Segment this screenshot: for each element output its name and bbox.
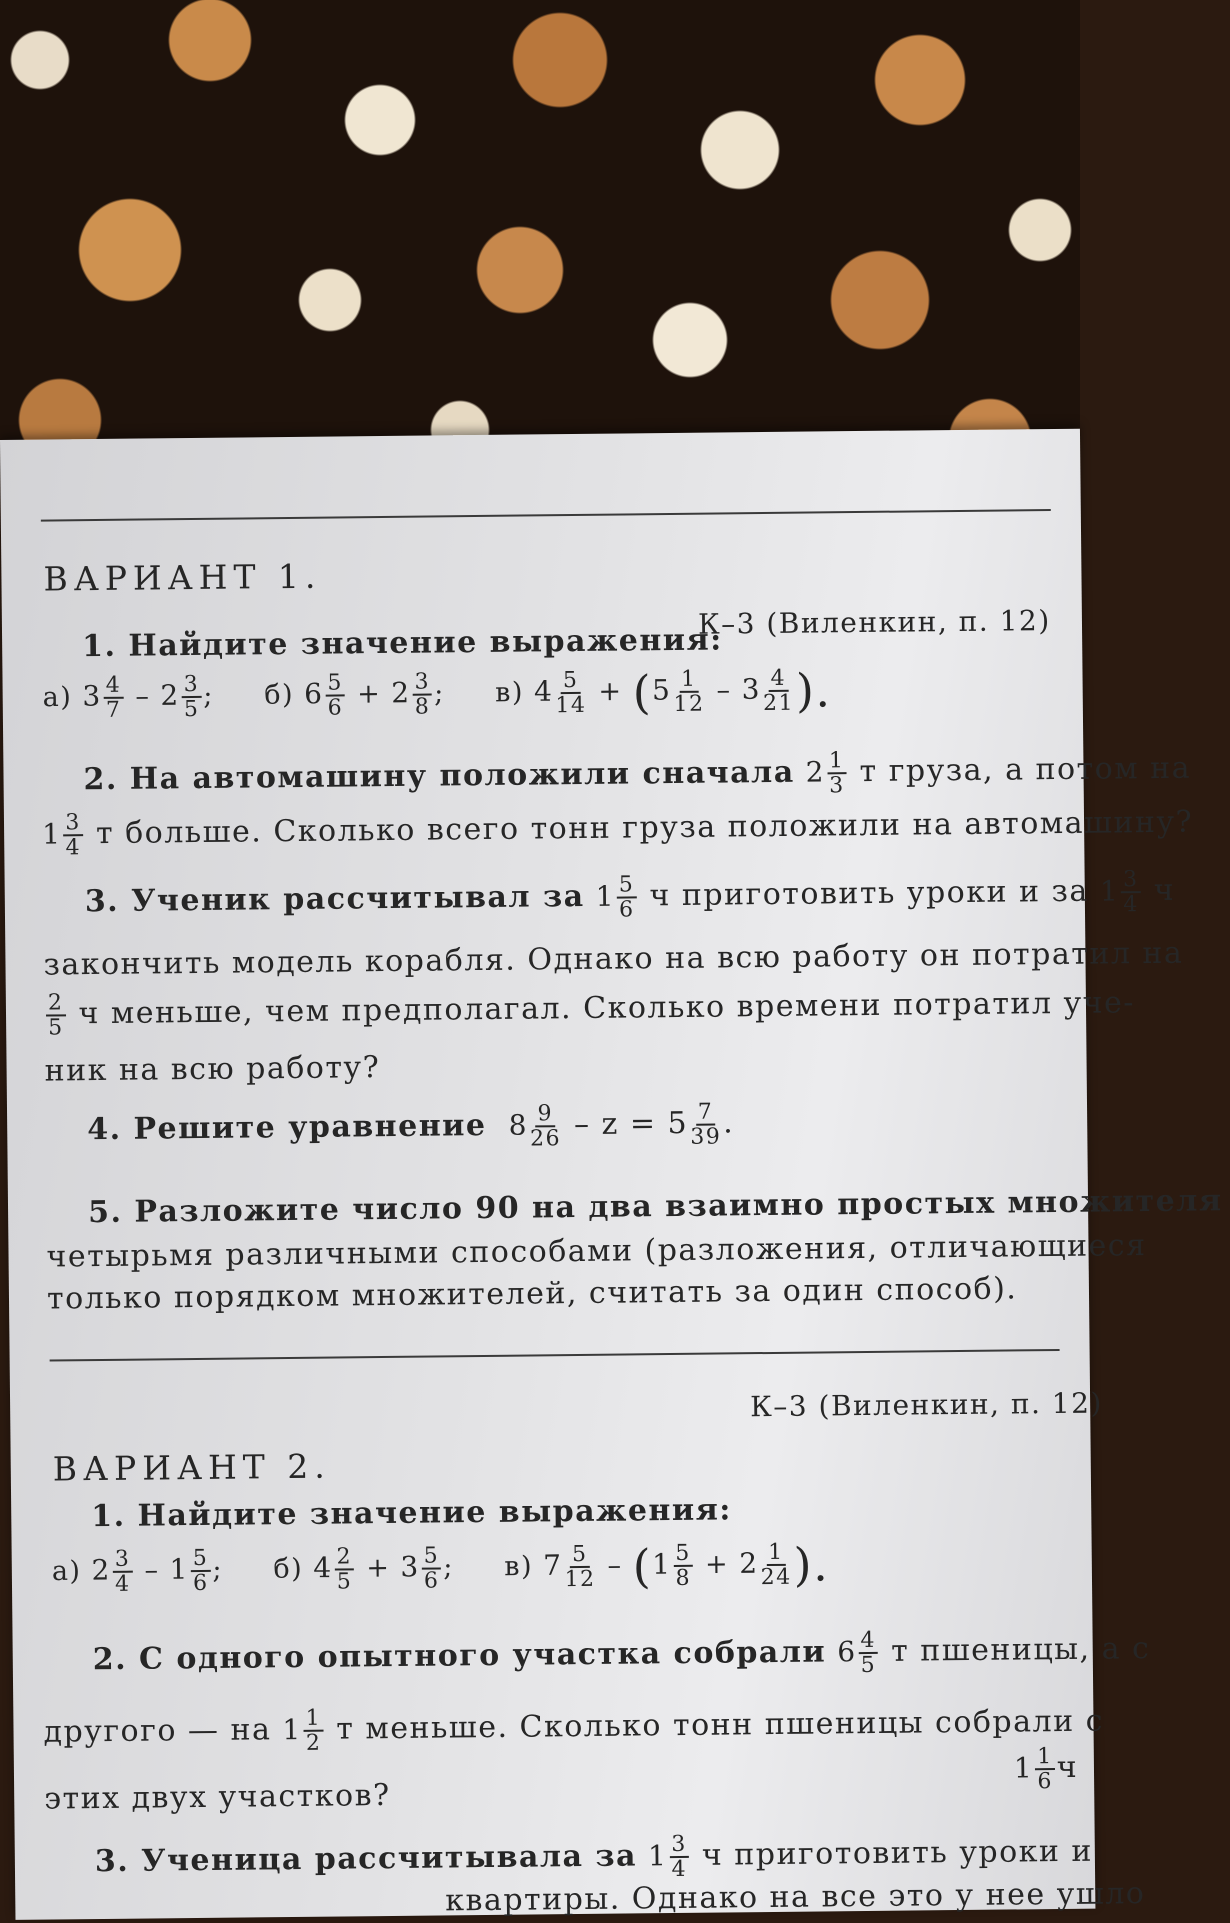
v1-v2-frac: $\frac{1}{12}$ bbox=[673, 666, 705, 717]
v2-v-op: – bbox=[607, 1550, 623, 1582]
v1-a1-whole: 3 bbox=[82, 679, 102, 713]
variant1-task1-text: 1. Найдите значение выражения: bbox=[81, 622, 723, 665]
v2-a2-whole: 1 bbox=[169, 1552, 190, 1586]
textbook-page bbox=[0, 429, 1223, 1920]
v2-a2-frac: $\frac{5}{6}$ bbox=[192, 1545, 209, 1597]
v1-a2-whole: 2 bbox=[160, 678, 180, 712]
v1-a1-frac: $\frac{4}{7}$ bbox=[105, 672, 122, 723]
v1-b-op: + bbox=[356, 678, 382, 710]
variant2-task1-text: 1. Найдите значение выражения: bbox=[91, 1492, 733, 1535]
v2-b-label: б) bbox=[273, 1553, 304, 1585]
v1-b1-whole: 6 bbox=[304, 677, 324, 711]
variant1-task2-line2: 1 $\frac{3}{4}$ т больше. Сколько всего тонн груза положили на автомашину? bbox=[41, 804, 1194, 861]
v2-v-close-paren: ). bbox=[793, 1537, 830, 1592]
v2-v3-whole: 2 bbox=[739, 1546, 759, 1580]
variant1-task2-line1: 2. На автомашину положили сначала 2 $\frac{1}{3}$ т груза, а потом на bbox=[83, 748, 1192, 799]
carpet-background bbox=[0, 0, 1080, 470]
variant1-title: ВАРИАНТ 1. bbox=[43, 556, 322, 599]
v1-v3-frac: $\frac{4}{21}$ bbox=[762, 665, 795, 717]
v2-v3-frac: $\frac{1}{24}$ bbox=[760, 1539, 792, 1591]
variant1-task3-line2: закончить модель корабля. Однако на всю работу он потратил на bbox=[43, 935, 1184, 983]
v2-a-op: – bbox=[144, 1554, 160, 1587]
v2-b2-whole: 3 bbox=[400, 1550, 420, 1584]
v2-v1-frac: $\frac{5}{12}$ bbox=[564, 1541, 596, 1593]
variant2-title: ВАРИАНТ 2. bbox=[52, 1446, 331, 1489]
v1-b2-whole: 2 bbox=[391, 676, 411, 710]
variant1-task4: 4. Решите уравнение 8 $\frac{9}{26}$ – z = 5 $\frac{7}{39}$ . bbox=[87, 1099, 735, 1152]
v2-b2-frac: $\frac{5}{6}$ bbox=[423, 1543, 440, 1594]
v1-b1-frac: $\frac{5}{6}$ bbox=[327, 670, 344, 721]
v2-b1-whole: 4 bbox=[313, 1551, 333, 1585]
v2-v2-frac: $\frac{5}{8}$ bbox=[675, 1540, 692, 1591]
v1-a2-frac: $\frac{3}{5}$ bbox=[183, 671, 200, 723]
v1-a-label: а) bbox=[42, 681, 73, 714]
variant1-task3-line4: ник на всю работу? bbox=[44, 1050, 381, 1089]
variant2-task3-line1: 3. Ученица рассчитывала за 1 $\frac{3}{4}$ ч приготовить уроки и bbox=[94, 1831, 1094, 1883]
variant1-task1-expressions: а) 3 $\frac{4}{7}$ – 2 $\frac{3}{5}$ ; б) 6 $\frac{5}{6}$ + 2 $\frac{3}{8}$ ; в) 4 $\frac{5}{14}$ + (5 $\frac{1}{12}$ – 3 $\frac{4}{21}$ ). bbox=[42, 663, 832, 723]
v1-v-op: + bbox=[598, 675, 623, 708]
v2-a1-whole: 2 bbox=[91, 1553, 112, 1587]
v1-v-op2: – bbox=[716, 674, 732, 707]
middle-divider bbox=[50, 1349, 1060, 1362]
variant2-cut-fraction: 1 $\frac{1}{6}$ ч bbox=[1013, 1744, 1079, 1795]
v1-v-close-paren: ). bbox=[795, 663, 832, 718]
variant2-task2-line3: этих двух участков? bbox=[44, 1777, 391, 1817]
v2-v1-whole: 7 bbox=[542, 1548, 563, 1582]
v2-b1-frac: $\frac{2}{5}$ bbox=[336, 1544, 353, 1595]
variant2-task3-line2: квартиры. Однако на все это у нее ушло bbox=[445, 1876, 1146, 1919]
variant1-ref: К–3 (Виленкин, п. 12) bbox=[697, 604, 1051, 641]
v2-v-label: в) bbox=[504, 1550, 534, 1583]
v1-v1-whole: 4 bbox=[533, 674, 554, 708]
v1-v2-whole: 5 bbox=[651, 673, 672, 707]
v1-v3-whole: 3 bbox=[741, 672, 762, 706]
variant2-task2-line1: 2. С одного опытного участка собрали 6 $\frac{4}{5}$ т пшеницы, а с bbox=[92, 1627, 1151, 1679]
top-divider bbox=[41, 509, 1051, 522]
v2-v-op2: + bbox=[704, 1548, 730, 1581]
variant1-task3-line1: 3. Ученик рассчитывал за 1 $\frac{5}{6}$ ч приготовить уроки и за 1 $\frac{3}{4}$ ч bbox=[84, 867, 1176, 923]
v2-v-open-paren: ( bbox=[632, 1539, 653, 1594]
variant1-task3-line3: $\frac{2}{5}$ ч меньше, чем предполагал. Сколько времени потратил уче- bbox=[47, 985, 1136, 1041]
v2-b-op: + bbox=[366, 1552, 391, 1584]
v1-b-label: б) bbox=[264, 679, 295, 711]
variant2-task1-expressions: а) 2 $\frac{3}{4}$ – 1 $\frac{5}{6}$ ; б) 4 $\frac{2}{5}$ + 3 $\frac{5}{6}$ ; в) 7 $\frac{5}{12}$ – (1 $\frac{5}{8}$ + 2 $\frac{1}{24}$ ). bbox=[51, 1537, 830, 1597]
variant1-task5-line1: 5. Разложите число 90 на два взаимно простых множителя bbox=[87, 1183, 1223, 1231]
v1-v1-frac: $\frac{5}{14}$ bbox=[555, 667, 587, 719]
variant2-task2-line2: другого — на 1 $\frac{1}{2}$ т меньше. Сколько тонн пшеницы собрали с bbox=[43, 1703, 1105, 1756]
v2-a-label: а) bbox=[51, 1555, 82, 1588]
v1-a-op: – bbox=[135, 680, 151, 713]
variant1-task5-line3: только порядком множителей, считать за один способ). bbox=[46, 1271, 1018, 1317]
v2-v2-whole: 1 bbox=[651, 1547, 672, 1581]
v2-a1-frac: $\frac{3}{4}$ bbox=[114, 1546, 131, 1597]
v1-b2-frac: $\frac{3}{8}$ bbox=[414, 669, 431, 720]
variant2-ref: К–3 (Виленкин, п. 12) bbox=[749, 1386, 1104, 1424]
variant1-task5-line2: четырьмя различными способами (разложения, отличающиеся bbox=[46, 1228, 1147, 1275]
v1-v-open-paren: ( bbox=[632, 665, 653, 720]
v1-v-label: в) bbox=[495, 677, 525, 709]
